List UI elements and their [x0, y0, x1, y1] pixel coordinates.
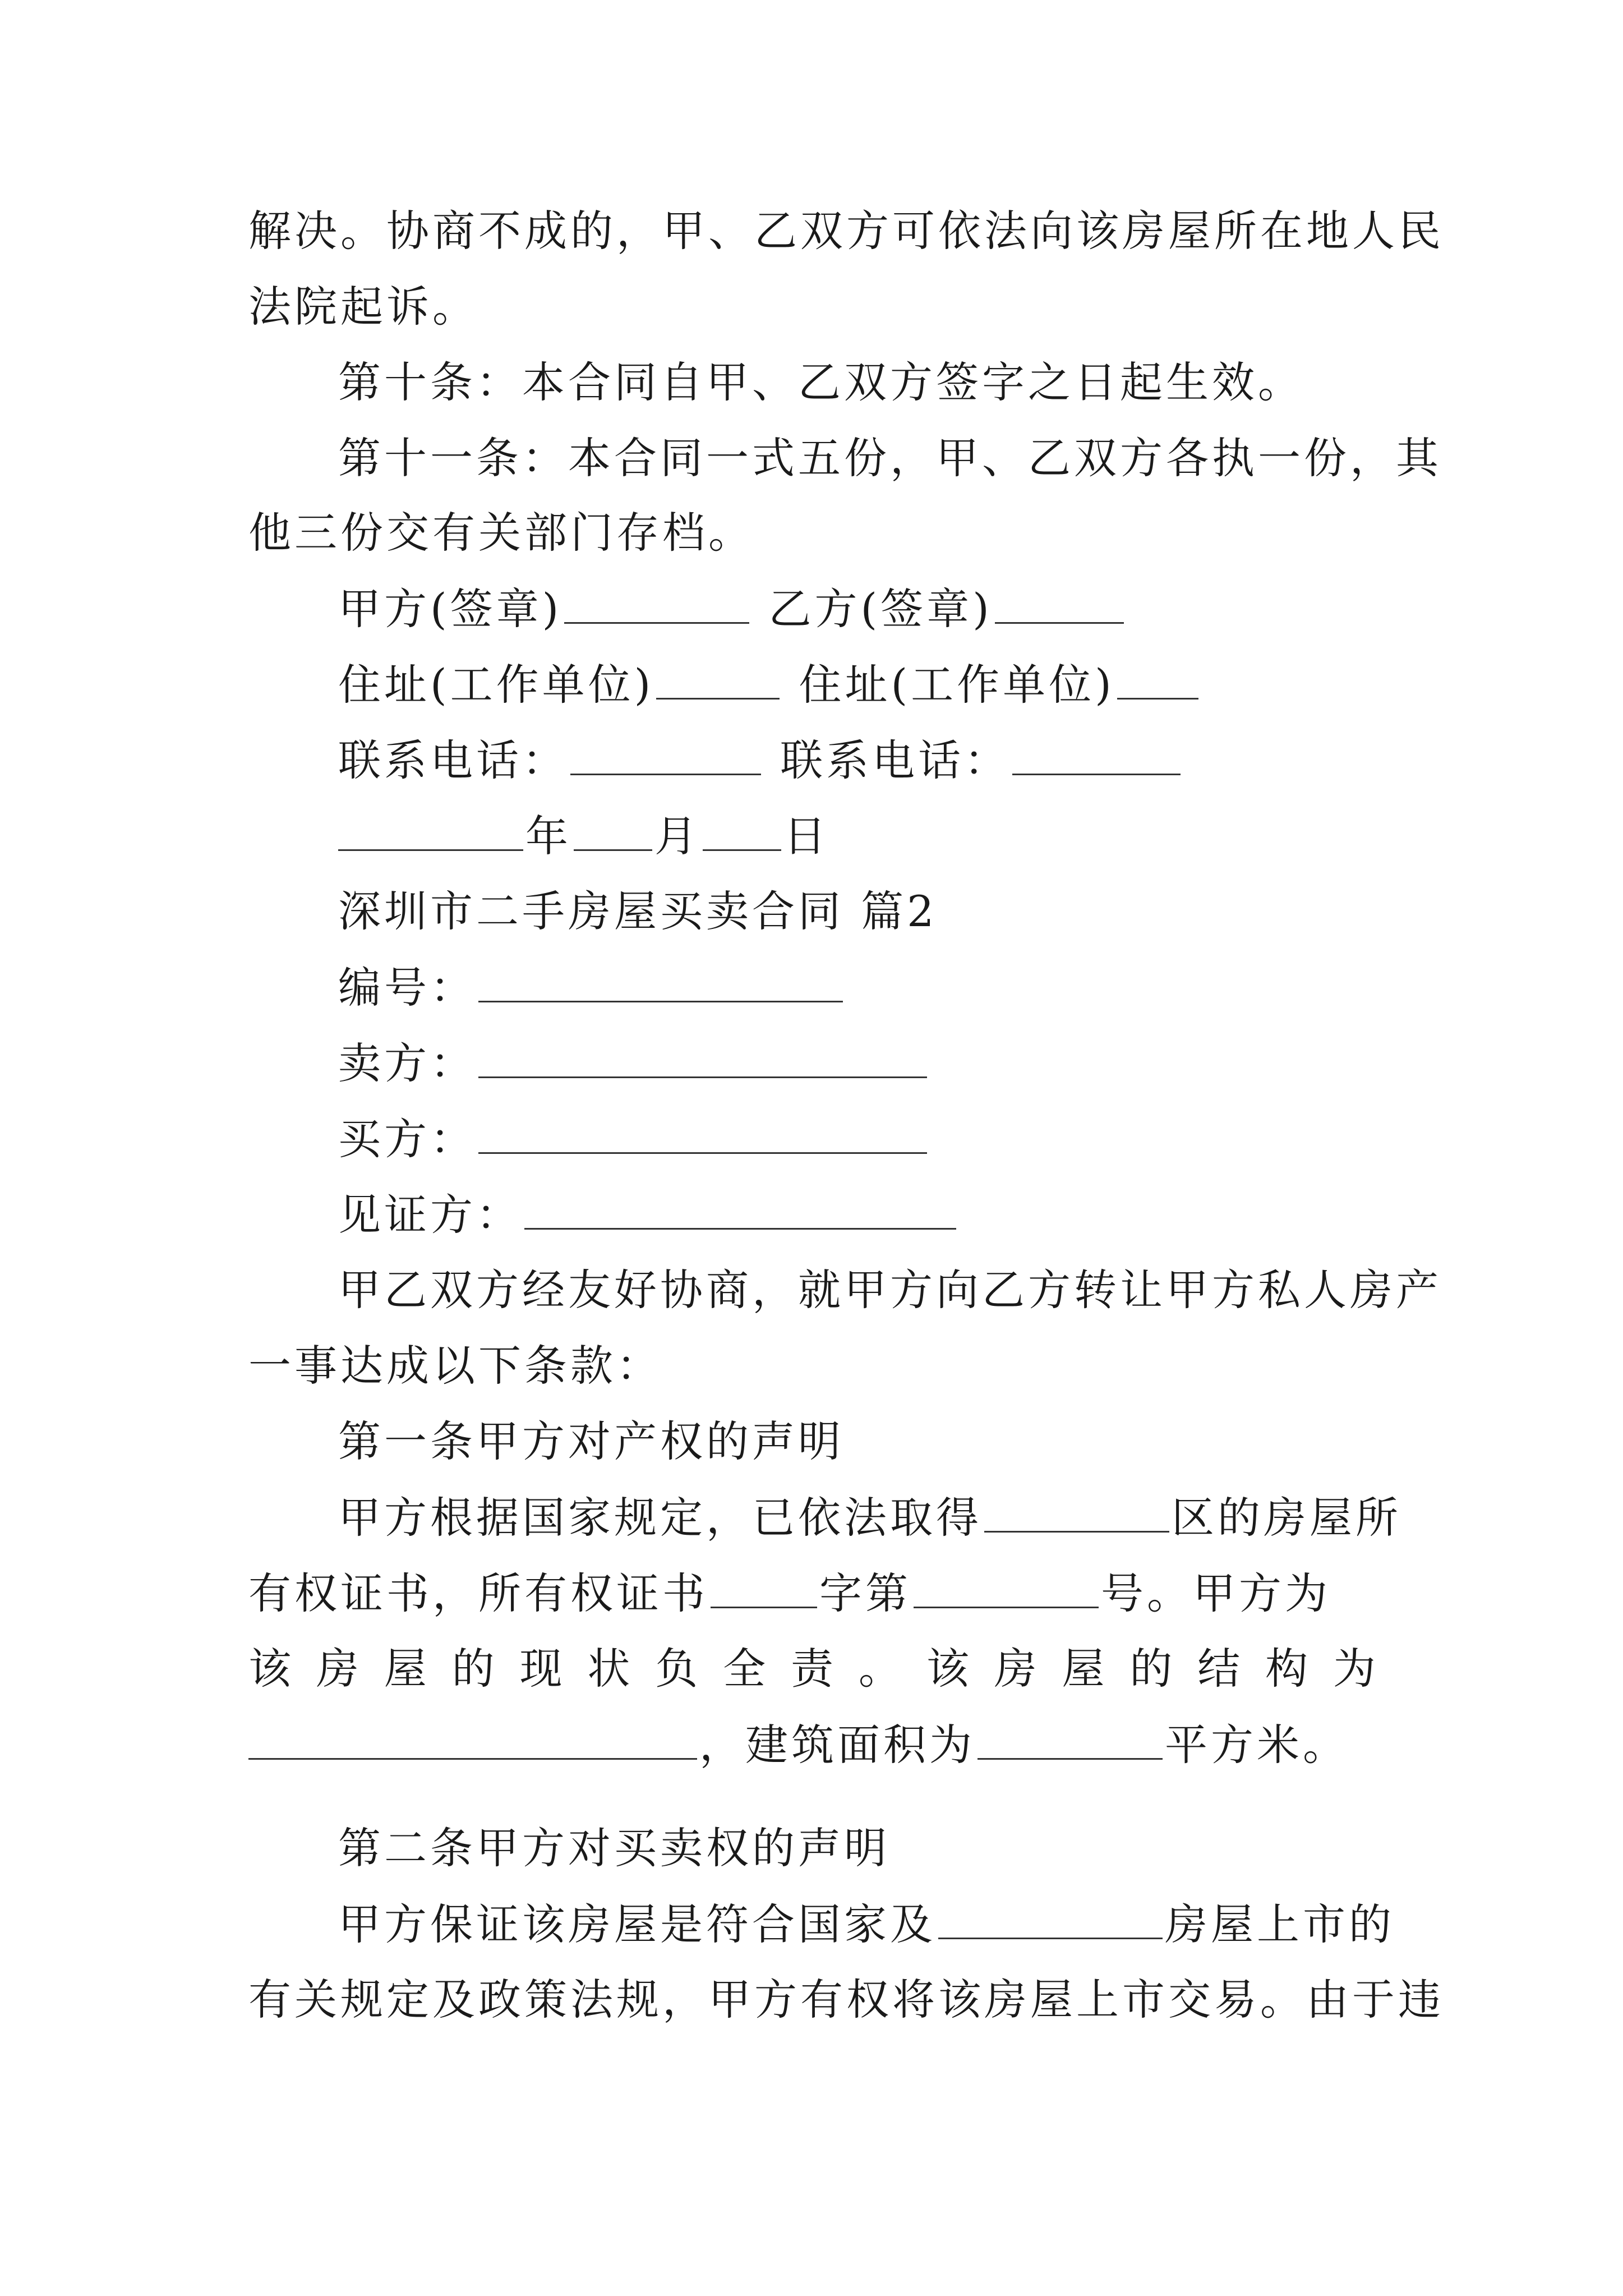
- party-a-signature-blank[interactable]: [564, 581, 749, 624]
- date-row: [338, 808, 1376, 864]
- district-blank[interactable]: [984, 1489, 1169, 1533]
- phone-row: [338, 732, 1376, 788]
- month-blank[interactable]: [574, 808, 652, 851]
- witness-row: [338, 1186, 1376, 1243]
- text-segment: 字第: [819, 1568, 911, 1618]
- document-title: 深圳市二手房屋买卖合同 篇2: [338, 886, 938, 936]
- spread-char: 。: [858, 1644, 901, 1694]
- intro-line: 甲乙双方经友好协商，就甲方向乙方转让甲方私人房产: [338, 1265, 1442, 1315]
- party-b-signature-blank[interactable]: [995, 581, 1124, 624]
- article-1-line: [338, 1489, 1401, 1545]
- party-b-address-label: 住址(工作单位): [799, 660, 1115, 710]
- month-label: 月: [654, 811, 700, 861]
- city-blank[interactable]: [938, 1896, 1163, 1939]
- spread-char: 房: [994, 1644, 1037, 1694]
- party-b-address-blank[interactable]: [1117, 656, 1198, 700]
- article-2-line: [338, 1896, 1395, 1952]
- text-segment: 房屋上市的: [1165, 1899, 1395, 1949]
- text-segment: 甲方保证该房屋是符合国家及: [338, 1899, 936, 1949]
- spread-char: 的: [1129, 1644, 1173, 1694]
- spread-char: 屋: [1062, 1644, 1105, 1694]
- spread-char: 房: [316, 1644, 359, 1694]
- party-b-phone-label: 联系电话：: [780, 735, 1011, 785]
- party-b-phone-blank[interactable]: [1012, 732, 1181, 775]
- witness-blank[interactable]: [524, 1186, 956, 1230]
- structure-blank[interactable]: [248, 1717, 697, 1760]
- text-segment: 平方米。: [1165, 1720, 1349, 1770]
- buyer-blank[interactable]: [478, 1111, 927, 1154]
- spread-char: 为: [1333, 1644, 1376, 1694]
- party-a-address-blank[interactable]: [656, 656, 780, 700]
- article-1-title: 第一条甲方对产权的声明: [338, 1416, 844, 1466]
- buyer-row: [338, 1111, 1376, 1167]
- spread-char: 负: [655, 1644, 698, 1694]
- seller-row: [338, 1035, 1376, 1091]
- certificate-number-blank[interactable]: [914, 1565, 1099, 1608]
- year-blank[interactable]: [338, 808, 523, 851]
- day-blank[interactable]: [703, 808, 781, 851]
- party-a-phone-blank[interactable]: [570, 732, 761, 775]
- article-2-line: 有关规定及政策法规，甲方有权将该房屋上市交易。由于违: [248, 1975, 1444, 2024]
- text-segment: 号。甲方为: [1101, 1568, 1331, 1618]
- spread-char: 现: [519, 1644, 562, 1694]
- text-segment: 有权证书，所有权证书: [248, 1568, 708, 1618]
- text-segment: 区的房屋所: [1172, 1493, 1401, 1543]
- spread-char: 的: [451, 1644, 495, 1694]
- article-1-line: [248, 1641, 1376, 1697]
- spread-char: 构: [1265, 1644, 1308, 1694]
- text-segment: ，建筑面积为: [699, 1720, 975, 1770]
- article-1-line: [248, 1717, 1376, 1773]
- spread-char: 全: [723, 1644, 766, 1694]
- party-b-signature-label: 乙方(签章): [768, 584, 993, 634]
- party-a-address-label: 住址(工作单位): [338, 660, 654, 710]
- buyer-label: 买方：: [338, 1114, 476, 1164]
- spread-char: 该: [926, 1644, 969, 1694]
- year-label: 年: [525, 811, 571, 861]
- address-row: [338, 656, 1376, 712]
- area-blank[interactable]: [978, 1717, 1163, 1760]
- paragraph-line: 法院起诉。: [248, 282, 478, 332]
- article-10-line: 第十条：本合同自甲、乙双方签字之日起生效。: [338, 357, 1304, 407]
- seller-label: 卖方：: [338, 1038, 476, 1088]
- paragraph-line: 解决。协商不成的，甲、乙双方可依法向该房屋所在地人民: [248, 206, 1444, 256]
- intro-line: 一事达成以下条款：: [248, 1341, 662, 1391]
- party-a-phone-label: 联系电话：: [338, 735, 568, 785]
- witness-label: 见证方：: [338, 1190, 522, 1240]
- spread-char: 责: [791, 1644, 833, 1694]
- party-a-signature-label: 甲方(签章): [338, 584, 562, 634]
- number-row: [338, 959, 1376, 1015]
- spread-char: 结: [1197, 1644, 1241, 1694]
- certificate-char-blank[interactable]: [711, 1565, 817, 1608]
- number-label: 编号：: [338, 963, 476, 1013]
- paragraph-line: 他三份交有关部门存档。: [248, 508, 754, 558]
- article-1-line: [248, 1565, 1376, 1621]
- signature-row: [338, 581, 1376, 637]
- spread-char: 状: [587, 1644, 630, 1694]
- day-label: 日: [783, 811, 829, 861]
- spread-char: 该: [248, 1644, 291, 1694]
- article-11-line: 第十一条：本合同一式五份，甲、乙双方各执一份，其: [338, 433, 1442, 483]
- spread-char: 屋: [384, 1644, 427, 1694]
- number-blank[interactable]: [478, 959, 843, 1002]
- seller-blank[interactable]: [478, 1035, 927, 1078]
- article-2-title: 第二条甲方对买卖权的声明: [338, 1823, 890, 1873]
- text-segment: 甲方根据国家规定，已依法取得: [338, 1493, 982, 1543]
